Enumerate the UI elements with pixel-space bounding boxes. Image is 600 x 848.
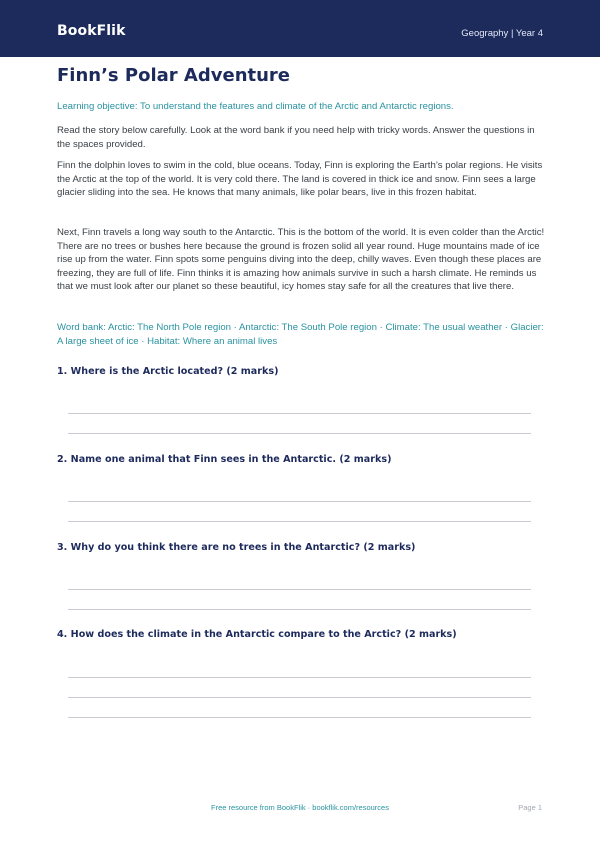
answer-line[interactable] <box>68 433 531 434</box>
answer-line[interactable] <box>68 717 531 718</box>
answer-line[interactable] <box>68 609 531 610</box>
question-2: 2. Name one animal that Finn sees in the Antarctic. (2 marks) <box>57 454 392 465</box>
page-header <box>0 0 600 57</box>
footer-link[interactable]: Free resource from BookFlik · bookflik.com/resources <box>211 803 389 812</box>
subject-year-label: Geography | Year 4 <box>461 28 543 39</box>
worksheet-title: Finn’s Polar Adventure <box>57 65 291 86</box>
answer-line[interactable] <box>68 697 531 698</box>
answer-line[interactable] <box>68 413 531 414</box>
page-number: Page 1 <box>518 803 542 812</box>
question-1: 1. Where is the Arctic located? (2 marks) <box>57 366 279 377</box>
answer-line[interactable] <box>68 501 531 502</box>
instructions-paragraph: Read the story below carefully. Look at the word bank if you need help with tricky words. Answer the questions in the spaces provided. <box>57 125 535 150</box>
question-3: 3. Why do you think there are no trees in the Antarctic? (2 marks) <box>57 542 416 553</box>
question-4: 4. How does the climate in the Antarctic compare to the Arctic? (2 marks) <box>57 629 457 640</box>
word-bank: Word bank: Arctic: The North Pole region · Antarctic: The South Pole region · Climate: The usual weather · Glacier: A large sheet of ice · Habitat: Where an animal lives <box>57 322 544 347</box>
answer-line[interactable] <box>68 521 531 522</box>
story-paragraph-1: Finn the dolphin loves to swim in the cold, blue oceans. Today, Finn is exploring the Earth’s polar regions. He visits the Arctic at the top of the world. It is very cold there. The land is covered in thick ice and snow. Finn sees a large glacier sliding into the sea. He knows that many animals, like polar bears, live in this frozen habitat. <box>57 160 543 198</box>
answer-line[interactable] <box>68 589 531 590</box>
answer-line[interactable] <box>68 677 531 678</box>
learning-objective: Learning objective: To understand the features and climate of the Arctic and Antarctic regions. <box>57 101 454 112</box>
brand-logo: BookFlik <box>57 23 126 39</box>
story-paragraph-2: Next, Finn travels a long way south to the Antarctic. This is the bottom of the world. It is even colder than the Arctic! There are no trees or bushes here because the ground is frozen solid all year round. Huge mountains made of ice rise up from the water. Finn spots some penguins diving into the deep, chilly waves. Even though these places are freezing, they are full of life. Finn thinks it is amazing how animals survive in such a harsh climate. He reminds us that we must look after our planet so these beautiful, icy homes stay safe for all the creatures that live there. <box>57 227 545 292</box>
